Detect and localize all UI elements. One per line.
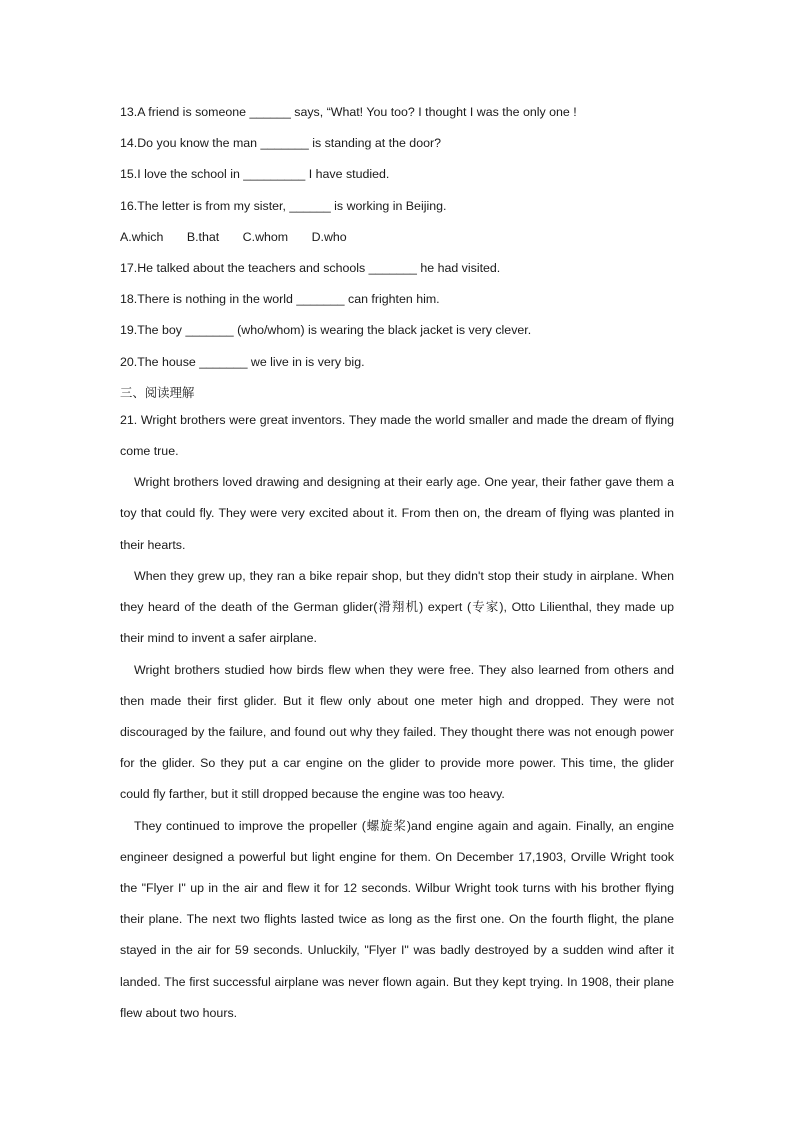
question-16: 16.The letter is from my sister, ______ is working in Beijing.	[120, 198, 447, 213]
passage-paragraph-4: Wright brothers studied how birds flew when they were free. They also learned from others and then made their first glider. But it flew only about one meter high and dropped. They were not discouraged by the failure, and found out why they failed. They thought there was not enough power for the glider. So they put a car engine on the glider to provide more power. This time, the glider could fly farther, but it still dropped because the engine was too heavy.	[120, 662, 674, 802]
question-17: 17.He talked about the teachers and schools _______ he had visited.	[120, 260, 501, 275]
option-b: B.that	[186, 229, 220, 244]
question-19: 19.The boy _______ (who/whom) is wearing the black jacket is very clever.	[120, 323, 532, 338]
section-heading: 三、阅读理解	[120, 385, 195, 400]
question-14: 14.Do you know the man _______ is standing at the door?	[120, 136, 442, 151]
passage-paragraph-3: When they grew up, they ran a bike repair shop, but they didn't stop their study in airplane. When they heard of the death of the German glider(滑翔机) expert (专家), Otto Lilienthal, they made up their mind to invent a safer airplane.	[120, 568, 674, 646]
option-a: A.which	[120, 229, 164, 244]
option-c: C.whom	[242, 229, 289, 244]
option-d: D.who	[311, 229, 347, 244]
answer-options	[120, 225, 674, 256]
question-18: 18.There is nothing in the world _______ can frighten him.	[120, 292, 440, 307]
question-15: 15.I love the school in _________ I have studied.	[120, 167, 390, 182]
question-13: 13.A friend is someone ______ says, “What! You too? I thought I was the only one !	[120, 105, 577, 119]
question-20: 20.The house _______ we live in is very big.	[120, 354, 365, 369]
passage-paragraph-1: 21. Wright brothers were great inventors. They made the world smaller and made the dream of flying come true.	[120, 412, 674, 459]
passage-paragraph-5: They continued to improve the propeller (螺旋桨)and engine again and again. Finally, an engine engineer designed a powerful but light engine for them. On December 17,1903, Orville Wright took the "Flyer I" up in the air and flew it for 12 seconds. Wilbur Wright took turns with his brother flying their plane. The next two flights lasted twice as long as the first one. On the fourth flight, the plane stayed in the air for 59 seconds. Unluckily, "Flyer I" was badly destroyed by a sudden wind after it landed. The first successful airplane was never flown again. But they kept trying. In 1908, their plane flew about two hours.	[120, 818, 674, 1020]
document-page	[120, 100, 674, 1029]
passage-paragraph-2: Wright brothers loved drawing and designing at their early age. One year, their father gave them a toy that could fly. They were very excited about it. From then on, the dream of flying was planted in their hearts.	[120, 475, 674, 552]
